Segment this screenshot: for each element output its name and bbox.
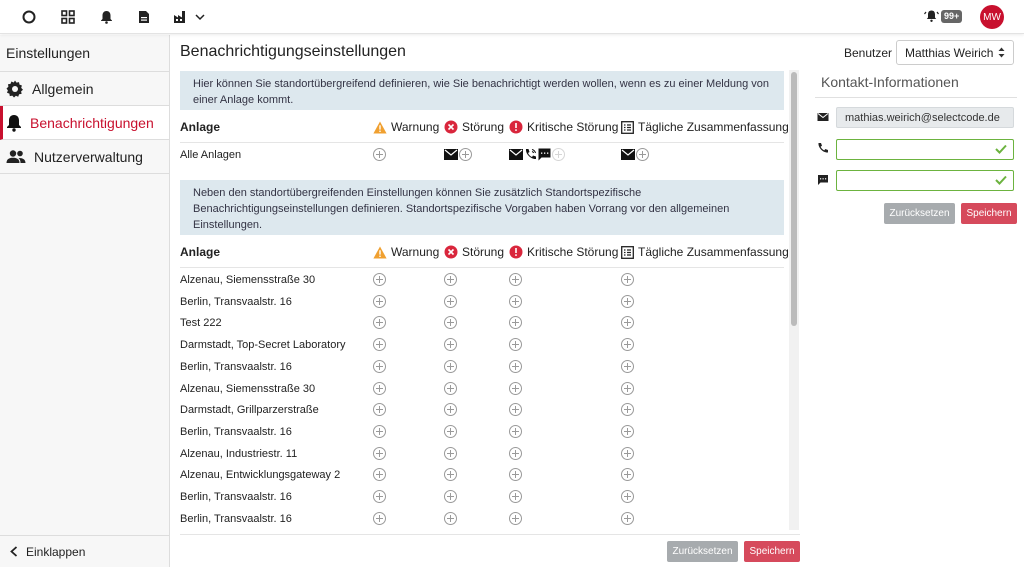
cell-kritisch (509, 316, 522, 329)
cell-stoerung (444, 295, 457, 308)
column-taeglich-label: Tägliche Zusammenfassung (638, 245, 789, 259)
row-name: Berlin, Transvaalstr. 16 (180, 425, 292, 438)
column-anlage: Anlage (180, 120, 221, 134)
add-channel-button[interactable] (509, 468, 522, 481)
scrollbar[interactable] (789, 70, 799, 530)
cell-taeglich (621, 382, 634, 395)
bell-icon[interactable] (97, 8, 115, 26)
cell-stoerung (444, 382, 457, 395)
add-channel-button[interactable] (444, 360, 457, 373)
cell-kritisch (509, 148, 565, 161)
email-field[interactable]: mathias.weirich@selectcode.de (836, 107, 1014, 128)
contact-reset-button[interactable]: Zurücksetzen (884, 203, 955, 224)
add-channel-button[interactable] (444, 425, 457, 438)
cell-warnung (373, 338, 386, 351)
cell-stoerung (444, 338, 457, 351)
mail-icon[interactable] (509, 149, 523, 160)
add-channel-button[interactable] (621, 403, 634, 416)
cell-warnung (373, 316, 386, 329)
column-warnung (373, 120, 439, 134)
cell-warnung (373, 447, 386, 460)
user-select-value: Matthias Weirich (905, 45, 994, 60)
column-warnung (373, 245, 439, 259)
cell-kritisch (509, 403, 522, 416)
add-channel-button[interactable] (444, 468, 457, 481)
row-name: Darmstadt, Grillparzerstraße (180, 404, 319, 417)
row-name: Darmstadt, Top-Secret Laboratory (180, 339, 346, 352)
row-name: Test 222 (180, 317, 222, 330)
add-channel-button[interactable] (373, 148, 386, 161)
phone-call-icon[interactable] (524, 148, 537, 161)
add-channel-button[interactable] (621, 382, 634, 395)
column-kritisch-label: Kritische Störung (527, 245, 619, 259)
mail-icon[interactable] (621, 149, 635, 160)
sidebar-item-label: Allgemein (32, 80, 94, 97)
table-row (180, 400, 784, 422)
collapse-sidebar-button[interactable] (0, 535, 169, 567)
sort-arrows-icon (998, 47, 1005, 58)
user-select[interactable] (896, 40, 1014, 65)
gear-icon (6, 80, 24, 98)
cell-warnung (373, 403, 386, 416)
add-channel-button[interactable] (444, 316, 457, 329)
add-channel-button[interactable] (444, 403, 457, 416)
row-name: Berlin, Transvaalstr. 16 (180, 295, 292, 308)
error-icon (444, 120, 458, 134)
cell-taeglich (621, 403, 634, 416)
sidebar-title: Einstellungen (0, 35, 169, 72)
add-channel-button[interactable] (509, 447, 522, 460)
add-channel-button[interactable] (509, 360, 522, 373)
add-channel-button[interactable] (373, 338, 386, 351)
scrollbar-thumb[interactable] (791, 72, 797, 326)
add-channel-button[interactable] (621, 273, 634, 286)
cell-warnung (373, 360, 386, 373)
cell-stoerung (444, 273, 457, 286)
cell-kritisch (509, 425, 522, 438)
warning-icon (373, 121, 387, 134)
row-name: Berlin, Transvaalstr. 16 (180, 512, 292, 525)
phone-field[interactable] (836, 139, 1014, 160)
cell-warnung (373, 512, 386, 525)
cell-taeglich (621, 490, 634, 503)
column-taeglich (621, 120, 789, 134)
add-channel-button[interactable] (509, 316, 522, 329)
add-channel-button[interactable] (621, 295, 634, 308)
column-warnung-label: Warnung (391, 120, 440, 134)
column-kritisch (509, 245, 618, 259)
contact-title: Kontakt-Informationen (821, 74, 959, 90)
add-channel-button[interactable] (444, 338, 457, 351)
cell-taeglich (621, 447, 634, 460)
add-channel-button[interactable] (509, 512, 522, 525)
add-channel-button[interactable] (373, 512, 386, 525)
column-stoerung-label: Störung (462, 120, 505, 134)
add-channel-button[interactable] (509, 425, 522, 438)
add-channel-button[interactable] (373, 490, 386, 503)
table-row (180, 422, 784, 444)
grid-icon[interactable] (59, 8, 77, 26)
warning-icon (373, 246, 387, 259)
sidebar (0, 35, 170, 567)
cell-stoerung (444, 148, 472, 161)
add-channel-button[interactable] (509, 273, 522, 286)
cell-stoerung (444, 425, 457, 438)
page-title: Benachrichtigungseinstellungen (180, 43, 406, 60)
column-kritisch (509, 120, 618, 134)
cell-kritisch (509, 468, 522, 481)
table-row (180, 379, 784, 401)
critical-icon (509, 120, 523, 134)
user-label: Benutzer (844, 46, 893, 60)
table-row (180, 270, 784, 292)
cell-stoerung (444, 447, 457, 460)
add-channel-button[interactable] (373, 382, 386, 395)
cell-taeglich (621, 512, 634, 525)
add-channel-button[interactable] (621, 512, 634, 525)
contact-save-button[interactable]: Speichern (961, 203, 1017, 224)
global-header-row (180, 116, 789, 140)
add-channel-button[interactable] (373, 295, 386, 308)
add-channel-button[interactable] (621, 447, 634, 460)
cell-taeglich (621, 425, 634, 438)
cell-warnung (373, 273, 386, 286)
alarm-bell-icon (924, 9, 939, 23)
cell-stoerung (444, 403, 457, 416)
column-taeglich-label: Tägliche Zusammenfassung (638, 120, 789, 134)
column-stoerung (444, 245, 504, 259)
info-site-specific: Neben den standortübergreifenden Einstellungen können Sie zusätzlich Standortspezifische Benachrichtigungseinstellungen definieren. Standortspezifische Vorgaben haben Vorrang vor den allgemeinen Einstellungen. (180, 180, 784, 235)
cell-warnung (373, 382, 386, 395)
row-name: Alzenau, Siemensstraße 30 (180, 382, 316, 395)
row-name: Berlin, Transvaalstr. 16 (180, 491, 292, 503)
cell-taeglich (621, 316, 634, 329)
cell-taeglich (621, 468, 634, 481)
row-name: Alzenau, Siemensstraße 30 (180, 274, 316, 286)
sidebar-item-nutzerverwaltung[interactable] (0, 140, 169, 174)
add-channel-button[interactable] (459, 148, 472, 161)
summary-list-icon (621, 246, 634, 259)
table-row (180, 292, 784, 314)
divider (180, 142, 784, 143)
factory-icon[interactable] (171, 8, 189, 26)
cell-stoerung (444, 360, 457, 373)
summary-list-icon (621, 121, 634, 134)
check-icon (995, 144, 1007, 154)
cell-stoerung (444, 316, 457, 329)
table-row (180, 444, 784, 466)
table-row (180, 487, 784, 509)
avatar[interactable]: MW (980, 5, 1004, 29)
cell-kritisch (509, 295, 522, 308)
add-channel-button[interactable] (444, 447, 457, 460)
mail-icon[interactable] (444, 149, 458, 160)
column-kritisch-label: Kritische Störung (527, 120, 619, 134)
error-icon (444, 245, 458, 259)
cell-kritisch (509, 273, 522, 286)
add-channel-button[interactable] (636, 148, 649, 161)
site-header-row (180, 241, 789, 265)
cell-taeglich (621, 273, 634, 286)
divider (815, 97, 1017, 98)
column-taeglich (621, 245, 789, 259)
cell-warnung (373, 425, 386, 438)
table-row (180, 509, 784, 531)
add-channel-button[interactable] (373, 447, 386, 460)
add-channel-button[interactable] (373, 360, 386, 373)
column-anlage: Anlage (180, 245, 221, 259)
loading-circle-icon[interactable] (20, 8, 38, 26)
mail-icon (817, 111, 829, 123)
save-button[interactable]: Speichern (744, 541, 800, 562)
row-name: Alle Anlagen (180, 149, 242, 161)
cell-stoerung (444, 512, 457, 525)
table-row (180, 313, 784, 335)
sms-icon[interactable] (538, 148, 551, 161)
alarm-count-badge: 99+ (941, 10, 962, 23)
cell-kritisch (509, 360, 522, 373)
bell-icon (6, 114, 22, 132)
cell-stoerung (444, 490, 457, 503)
sms-field[interactable] (836, 170, 1014, 191)
document-icon[interactable] (135, 8, 153, 26)
reset-button[interactable]: Zurücksetzen (667, 541, 738, 562)
add-channel-button[interactable] (509, 490, 522, 503)
add-channel-button[interactable] (373, 425, 386, 438)
add-channel-button[interactable] (444, 512, 457, 525)
add-channel-button[interactable] (509, 382, 522, 395)
cell-kritisch (509, 338, 522, 351)
add-channel-button[interactable] (444, 382, 457, 395)
cell-kritisch (509, 382, 522, 395)
sms-icon (817, 174, 829, 186)
add-channel-button[interactable] (621, 490, 634, 503)
add-channel-button[interactable] (509, 403, 522, 416)
column-stoerung-label: Störung (462, 245, 505, 259)
table-row-alle-anlagen (180, 145, 784, 167)
cell-warnung (373, 490, 386, 503)
divider (180, 267, 784, 268)
divider (180, 534, 800, 535)
critical-icon (509, 245, 523, 259)
phone-icon (817, 142, 829, 154)
table-row (180, 465, 784, 487)
add-channel-button[interactable] (373, 273, 386, 286)
check-icon (995, 175, 1007, 185)
add-channel-button-disabled (552, 148, 565, 161)
chevron-down-icon[interactable] (191, 8, 209, 26)
users-icon (6, 149, 26, 165)
add-channel-button[interactable] (621, 316, 634, 329)
table-row (180, 335, 784, 357)
add-channel-button[interactable] (373, 403, 386, 416)
sidebar-item-allgemein[interactable] (0, 72, 169, 106)
cell-taeglich (621, 148, 649, 161)
cell-warnung (373, 148, 386, 161)
cell-taeglich (621, 295, 634, 308)
column-stoerung (444, 120, 504, 134)
row-name: Alzenau, Entwicklungsgateway 2 (180, 469, 341, 482)
add-channel-button[interactable] (509, 338, 522, 351)
cell-kritisch (509, 490, 522, 503)
cell-kritisch (509, 512, 522, 525)
cell-warnung (373, 468, 386, 481)
add-channel-button[interactable] (621, 360, 634, 373)
sidebar-item-label: Benachrichtigungen (30, 114, 154, 131)
collapse-label: Einklappen (26, 544, 86, 559)
add-channel-button[interactable] (509, 295, 522, 308)
info-global: Hier können Sie standortübergreifend definieren, wie Sie benachrichtigt werden wollen, wenn es zu einer Meldung von einer Anlage kommt. (180, 71, 784, 110)
add-channel-button[interactable] (621, 468, 634, 481)
cell-taeglich (621, 338, 634, 351)
alarm-notifications[interactable] (924, 9, 962, 23)
top-bar (0, 0, 1024, 34)
chevron-left-icon (10, 546, 18, 557)
table-row (180, 357, 784, 379)
cell-kritisch (509, 447, 522, 460)
cell-stoerung (444, 468, 457, 481)
add-channel-button[interactable] (373, 316, 386, 329)
add-channel-button[interactable] (621, 425, 634, 438)
add-channel-button[interactable] (621, 338, 634, 351)
add-channel-button[interactable] (444, 295, 457, 308)
cell-taeglich (621, 360, 634, 373)
add-channel-button[interactable] (444, 490, 457, 503)
column-warnung-label: Warnung (391, 245, 440, 259)
sidebar-item-label: Nutzerverwaltung (34, 148, 143, 165)
add-channel-button[interactable] (444, 273, 457, 286)
row-name: Berlin, Transvaalstr. 16 (180, 360, 292, 373)
row-name: Alzenau, Industriestr. 11 (180, 447, 298, 460)
cell-warnung (373, 295, 386, 308)
sidebar-item-benachrichtigungen[interactable] (0, 106, 169, 140)
add-channel-button[interactable] (373, 468, 386, 481)
